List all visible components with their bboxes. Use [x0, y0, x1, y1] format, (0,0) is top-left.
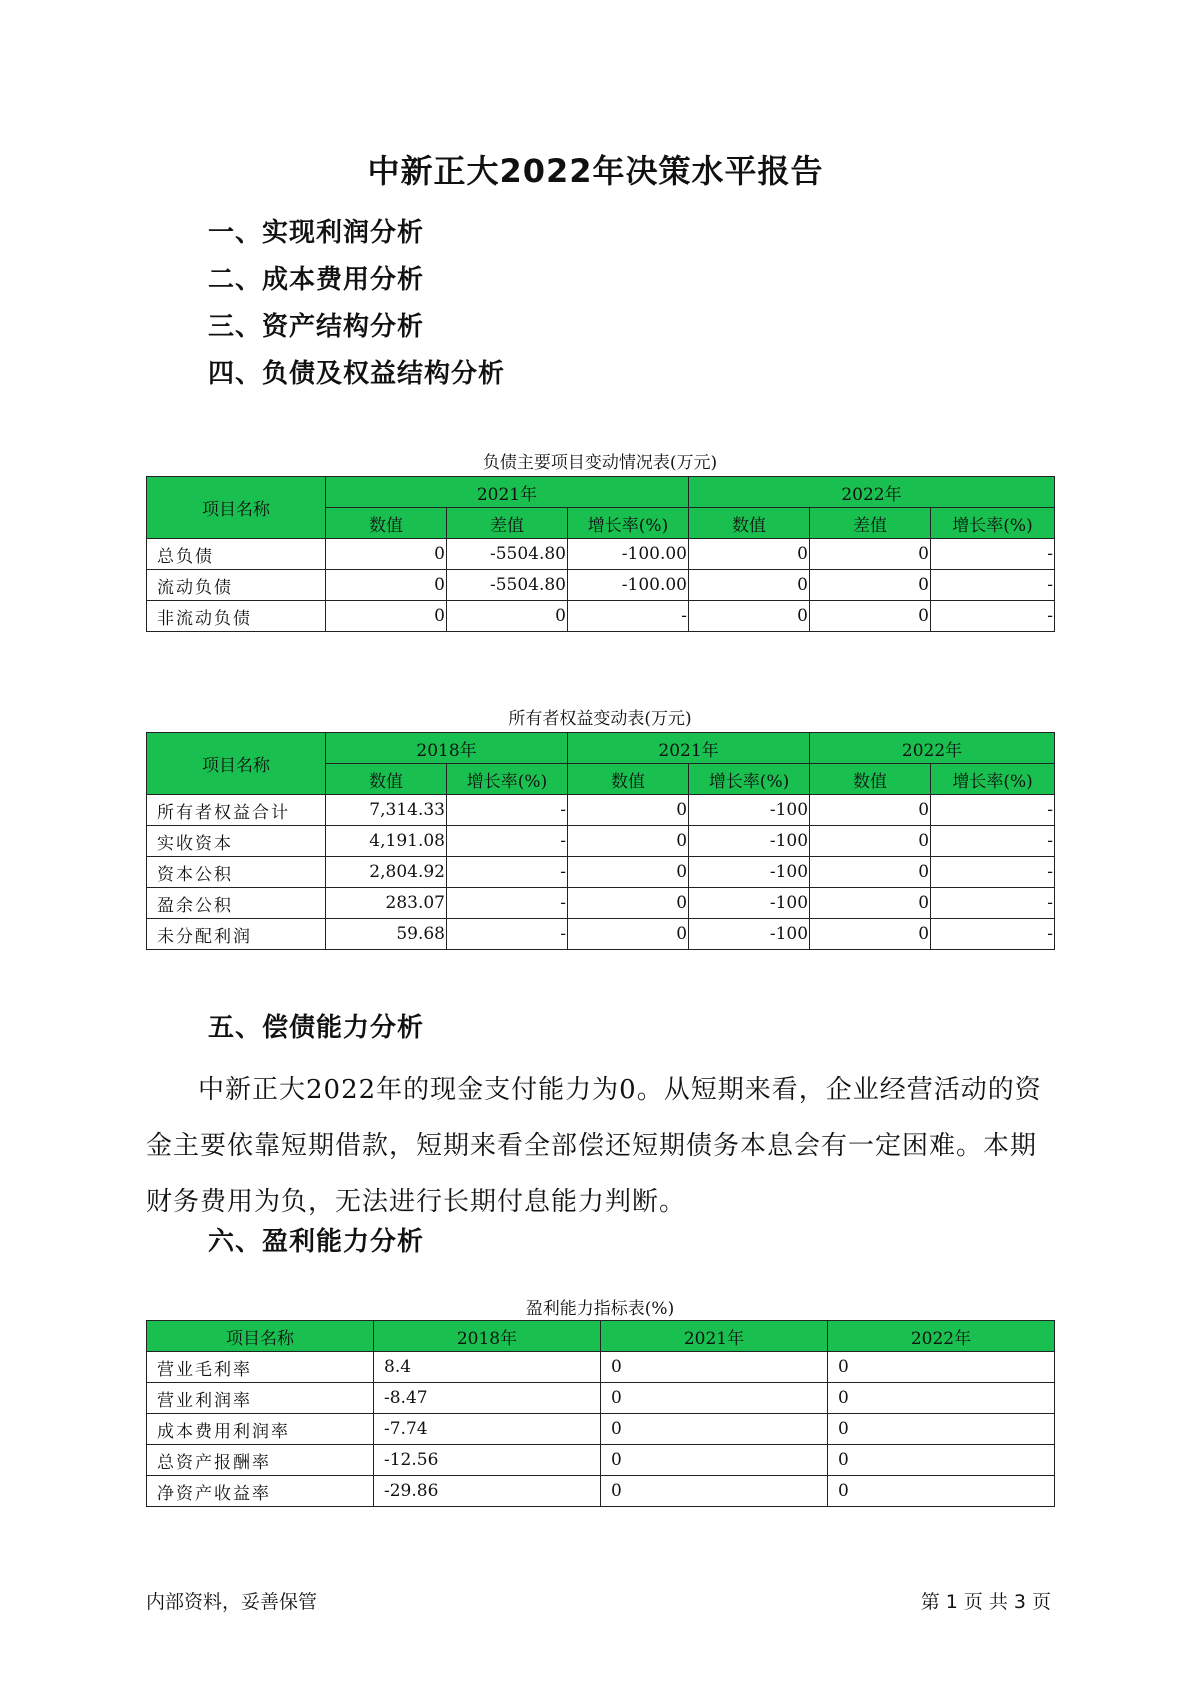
sub-header: 数值	[568, 764, 689, 795]
solvency-paragraph: 中新正大2022年的现金支付能力为0。从短期来看，企业经营活动的资金主要依靠短期借款，短期来看全部偿还短期债务本息会有一定困难。本期财务费用为负，无法进行长期付息能力判断。	[146, 1075, 1042, 1217]
confidential-note: 内部资料，妥善保管	[146, 1591, 318, 1613]
table-cell: 0	[326, 570, 447, 601]
table-row	[147, 795, 1055, 826]
sub-header: 差值	[810, 508, 931, 539]
table-row	[147, 857, 1055, 888]
row-label: 盈余公积	[147, 888, 326, 919]
table-cell: -	[931, 888, 1055, 919]
row-label: 未分配利润	[147, 919, 326, 950]
table-cell: -7.74	[374, 1414, 601, 1445]
table-cell: 0	[828, 1445, 1055, 1476]
sub-header: 增长率(%)	[931, 764, 1055, 795]
table-cell: -100.00	[568, 570, 689, 601]
table-cell: 0	[568, 888, 689, 919]
table-cell: -29.86	[374, 1476, 601, 1507]
sub-header: 增长率(%)	[689, 764, 810, 795]
table-cell: 0	[601, 1445, 828, 1476]
table-cell: 0	[828, 1476, 1055, 1507]
year-header: 2022年	[689, 477, 1055, 508]
table-cell: 0	[568, 857, 689, 888]
table-cell: 0	[689, 570, 810, 601]
page-indicator	[918, 1587, 1054, 1614]
col-item-name: 项目名称	[147, 477, 326, 539]
sub-header: 数值	[810, 764, 931, 795]
profit-table	[146, 1320, 1055, 1507]
table-cell: -8.47	[374, 1383, 601, 1414]
table-header-row	[147, 477, 1055, 508]
table-cell: 0	[810, 601, 931, 632]
table-cell: 0	[326, 539, 447, 570]
table-cell: 0	[810, 795, 931, 826]
row-label: 非流动负债	[147, 601, 326, 632]
table-row	[147, 1476, 1055, 1507]
table-cell: 0	[828, 1352, 1055, 1383]
table-cell: -	[447, 826, 568, 857]
heading-asset-structure: 三、资产结构分析	[208, 312, 425, 342]
col-item-name: 项目名称	[147, 733, 326, 795]
table-cell: -	[931, 539, 1055, 570]
sub-header: 数值	[326, 764, 447, 795]
table-cell: -5504.80	[447, 539, 568, 570]
sub-header: 增长率(%)	[447, 764, 568, 795]
sub-header: 差值	[447, 508, 568, 539]
table-cell: 0	[601, 1352, 828, 1383]
table-cell: 0	[689, 539, 810, 570]
page-total: 3	[1013, 1591, 1026, 1613]
row-label: 成本费用利润率	[147, 1414, 374, 1445]
row-label: 总负债	[147, 539, 326, 570]
sub-header: 增长率(%)	[568, 508, 689, 539]
profit-table-caption: 盈利能力指标表(%)	[525, 1299, 675, 1319]
page-number: 1	[945, 1591, 958, 1613]
table-cell: 2,804.92	[326, 857, 447, 888]
table-cell: 8.4	[374, 1352, 601, 1383]
table-row	[147, 919, 1055, 950]
table-cell: -	[931, 601, 1055, 632]
page-mid: 页 共	[963, 1591, 1008, 1613]
table-cell: 0	[810, 826, 931, 857]
page-prefix: 第	[920, 1591, 940, 1613]
year-header: 2022年	[828, 1321, 1055, 1352]
year-header: 2018年	[374, 1321, 601, 1352]
table-cell: -	[568, 601, 689, 632]
table-cell: 0	[810, 857, 931, 888]
table-row	[147, 570, 1055, 601]
table-cell: -100.00	[568, 539, 689, 570]
heading-liability-equity: 四、负债及权益结构分析	[208, 359, 506, 389]
table-cell: -100	[689, 888, 810, 919]
year-header: 2018年	[326, 733, 568, 764]
table-cell: 0	[601, 1383, 828, 1414]
page-suffix: 页	[1031, 1591, 1051, 1613]
table-cell: 283.07	[326, 888, 447, 919]
table-cell: 0	[810, 919, 931, 950]
table-cell: -12.56	[374, 1445, 601, 1476]
table-cell: -100	[689, 795, 810, 826]
table-cell: -	[931, 826, 1055, 857]
table-header-row	[147, 1321, 1055, 1352]
table-row	[147, 888, 1055, 919]
heading-profitability: 六、盈利能力分析	[208, 1227, 425, 1257]
row-label: 净资产收益率	[147, 1476, 374, 1507]
table-cell: 59.68	[326, 919, 447, 950]
table-row	[147, 1445, 1055, 1476]
table-cell: 0	[568, 795, 689, 826]
liability-table	[146, 476, 1055, 632]
table-row	[147, 539, 1055, 570]
equity-table-caption: 所有者权益变动表(万元)	[508, 709, 692, 729]
table-cell: 4,191.08	[326, 826, 447, 857]
table-cell: 0	[326, 601, 447, 632]
year-header: 2021年	[326, 477, 689, 508]
table-cell: -	[931, 570, 1055, 601]
col-item-name: 项目名称	[147, 1321, 374, 1352]
sub-header: 数值	[689, 508, 810, 539]
table-cell: -100	[689, 919, 810, 950]
row-label: 营业利润率	[147, 1383, 374, 1414]
year-header: 2022年	[810, 733, 1055, 764]
table-row	[147, 1414, 1055, 1445]
heading-cost-analysis: 二、成本费用分析	[208, 265, 425, 295]
table-cell: 0	[689, 601, 810, 632]
table-cell: -5504.80	[447, 570, 568, 601]
table-cell: -	[447, 888, 568, 919]
table-cell: 0	[447, 601, 568, 632]
table-row	[147, 601, 1055, 632]
document-title: 中新正大2022年决策水平报告	[367, 152, 824, 190]
heading-profit-analysis: 一、实现利润分析	[208, 218, 425, 248]
row-label: 实收资本	[147, 826, 326, 857]
table-row	[147, 826, 1055, 857]
table-cell: 0	[810, 570, 931, 601]
row-label: 资本公积	[147, 857, 326, 888]
liability-table-caption: 负债主要项目变动情况表(万元)	[482, 453, 718, 473]
table-cell: 0	[601, 1476, 828, 1507]
table-cell: 0	[601, 1414, 828, 1445]
table-row	[147, 1383, 1055, 1414]
table-cell: -	[931, 919, 1055, 950]
equity-table	[146, 732, 1055, 950]
table-cell: 0	[568, 919, 689, 950]
table-cell: -	[447, 795, 568, 826]
sub-header: 增长率(%)	[931, 508, 1055, 539]
table-cell: 0	[828, 1383, 1055, 1414]
sub-header: 数值	[326, 508, 447, 539]
table-cell: 0	[810, 539, 931, 570]
table-header-row	[147, 733, 1055, 764]
table-cell: 0	[810, 888, 931, 919]
table-cell: -	[447, 919, 568, 950]
table-cell: -	[447, 857, 568, 888]
table-cell: 0	[828, 1414, 1055, 1445]
table-cell: -100	[689, 857, 810, 888]
table-row	[147, 1352, 1055, 1383]
row-label: 流动负债	[147, 570, 326, 601]
table-cell: 7,314.33	[326, 795, 447, 826]
row-label: 总资产报酬率	[147, 1445, 374, 1476]
table-cell: -100	[689, 826, 810, 857]
year-header: 2021年	[601, 1321, 828, 1352]
table-cell: 0	[568, 826, 689, 857]
year-header: 2021年	[568, 733, 810, 764]
table-cell: -	[931, 857, 1055, 888]
heading-solvency: 五、偿债能力分析	[208, 1013, 425, 1043]
row-label: 所有者权益合计	[147, 795, 326, 826]
table-cell: -	[931, 795, 1055, 826]
row-label: 营业毛利率	[147, 1352, 374, 1383]
